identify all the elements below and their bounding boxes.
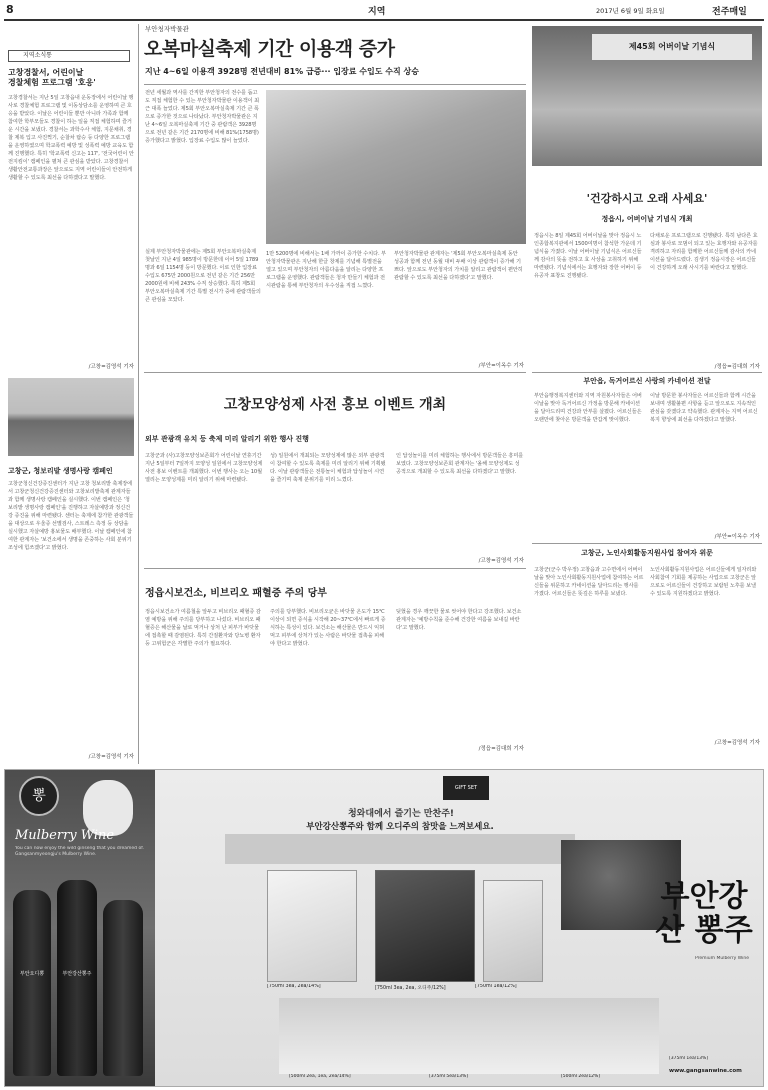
article-body: 부안읍행정복지센터와 지역 자원봉사자들은 어버이날을 맞아 독거어르신 가정을 방문해 카네이션을 달아드리며 건강과 안부를 살폈다. 어르신들은 오랜만에 찾아온 방문객을 반갑게 맞이했다. (534, 393, 642, 423)
lead-body: 전년 세월과 역사를 간직한 부안청자의 전수를 돕고도 직접 체험한 수 있는 부안청자박물관 이용객이 최근 대폭 늘었다. 제5회 부안오복마실축제 기간 큰 폭으로 증가한 것으로 나타났다. 부안청자박물관은 지난 4~6일 오복마실축제 기간 중 관람객은 3928명으로 전년 같은 기간 2170명에 비해 81%(1758명) 증가했다고 밝혔다. 입장료 수입도 많이 늘었다. (145, 90, 259, 144)
subhead: 정읍시, 어버이날 기념식 개최 (601, 215, 693, 223)
byline: /정읍=김대희 기자 (478, 746, 524, 752)
website-link[interactable]: www.gangsanwine.com (669, 1068, 742, 1074)
divider (144, 372, 526, 373)
lead-body: 실제 부안청자박물관에는 제5회 부안오복마실축제 첫날인 지난 4일 985명이 방문한데 이어 5일 1789명과 6일 1154명 등이 방문했다. 이로 인한 입장료 수입도 675만 2000원으로 전년 같은 기간 256만 2000원에 비해 243% 수직 상승했다. 특히 제5회 부안오복마실축제 기간 특별 전시가 중에 관람객들의 큰 관심을 모았다. (145, 249, 261, 303)
byline: /정읍=김대희 기자 (714, 364, 760, 370)
wine-bottle (103, 900, 143, 1076)
subhead: 외부 관광객 유치 등 축제 미리 알리기 위한 행사 진행 (145, 435, 309, 443)
ceremony-banner: 제45회 어버이날 기념식 (592, 34, 752, 60)
product-spec: [750ml 1ea/12%] (475, 984, 517, 989)
lead-headline: 오복마실축제 기간 이용객 증가 (144, 38, 395, 60)
article-body: 정읍시는 8일 제45회 어버이날을 맞아 정읍시 노인종합복지관에서 1500여명이 참석한 가운데 기념식을 가졌다. 이날 어버이날 기념식은 어르신들께 감사의 뜻을 전하고 효 사상을 고취하기 위해 마련됐다. 기념식에서는 효행자와 장한 어버이 등 유공자 표창도 진행됐다. (534, 233, 642, 279)
ad-headline: 부안강산뽕주와 함께 오디주의 참맛을 느껴보세요. (306, 822, 494, 832)
article-title: 고창군, 청보리밭 생명사랑 캠페인 (8, 467, 113, 475)
brand-tagline: You can now enjoy the wild ginseng that you dreamed of. Gangsanmyeongju's Mulberry Wine. (15, 846, 144, 857)
brand-name-en: Mulberry Wine (15, 828, 115, 843)
quote-headline: '건강하시고 오래 사세요' (586, 192, 708, 205)
byline: /고창=김영석 기자 (88, 364, 134, 370)
product-spec: [500ml 2ea/12%] (561, 1074, 601, 1079)
section-title: 지역 (368, 7, 386, 17)
article-body: 고창경찰서는 지난 5일 고창읍내 운동장에서 어린이날 행사로 경찰체험 프로그램 및 이동상담소를 운영하며 큰 호응을 받았다. 이날은 어린이들 뿐만 아니라 가족과 함께 참여한 학부모들도 경찰이 하는 일을 직접 체험하며 즐거운 시간을 보냈다. 경찰서는 과학수사 체험, 지문채취, 경찰 제복 입고 사진찍기, 순찰차 탑승 등 다양한 프로그램을 운영하였으며 학교폭력 예방 및 성폭력 예방 교육도 함께 진행했다. 특히 '학교폭력 신고는 117', '전국어린이 안전지킴이' 캠페인을 펼쳐 큰 관심을 받았다. 고창경찰서 생활안전교통과장은 앞으로도 지역 어린이들이 안전하게 생활할 수 있도록 최선을 다하겠다고 말했다. (8, 95, 134, 181)
ad-copy-block (225, 834, 575, 864)
article-title: 고창경찰서, 어린이날 경찰체험 프로그램 '호응' (8, 68, 96, 87)
masthead: 전주매일 (712, 7, 747, 17)
brand-subtitle: Premium Mulberry Wine (695, 956, 749, 961)
article-body: 노인사회활동지원사업은 어르신들에게 일자리와 사회참여 기회를 제공하는 사업으로 고창군은 앞으로도 어르신들이 건강하고 보람된 노후를 보낼 수 있도록 지원하겠다고 밝혔다. (650, 567, 757, 597)
column-divider (138, 24, 139, 764)
product-spec: [500ml 2ea, 1ea, 2ea/14%] (289, 1074, 351, 1079)
divider (532, 372, 762, 373)
lead-body: 부안청자박물관 관계자는 '제5회 부안오복마실축제 동안 성공과 함께 전년 동월 대비 두배 이상 관람객이 증가해 기쁘다. 앞으로도 부안청자의 가치를 알리고 관람객이 편안히 관람할 수 있도록 최선을 다하겠다'고 말했다. (394, 251, 523, 281)
product-shelf (279, 998, 659, 1074)
product-spec: [375ml 1ea/13%] (669, 1056, 709, 1061)
divider (144, 568, 526, 569)
article-body: 정읍시보건소가 여름철을 앞두고 비브리오 패혈증 감염 예방을 위해 주의를 당부하고 나섰다. 비브리오 패혈증은 해산물을 날로 먹거나 상처 난 피부가 바닷물에 접촉할 때 감염된다. 특히 간질환자와 당뇨병 환자 등 고위험군은 각별한 주의가 필요하다. (145, 609, 261, 647)
article-body: 다채로운 프로그램으로 진행됐다. 특히 남다른 효심과 봉사로 모범이 되고 있는 효행자와 유공자를 격려하고 자리를 함께한 어르신들께 감사의 카네이션을 달아드렸다. 김생기 정읍시장은 어르신들이 건강하게 오래 사시기를 바란다고 말했다. (650, 233, 758, 271)
product-spec: [375ml 5ea/13%] (429, 1074, 469, 1079)
product-spec: [750ml 3ea, 2ea/14%] (267, 984, 321, 989)
article-body: 고창군과 (사)고창모양성보존회가 어린이날 연휴기간 지난 5일부터 7일까지 모양성 일원에서 고창모양성제 사전 홍보 이벤트를 개최했다. 이번 행사는 오는 10월 열리는 모양성제를 미리 알리기 위해 마련됐다. (145, 453, 263, 483)
gift-box (267, 870, 357, 982)
byline: /고창=김영석 기자 (478, 558, 524, 564)
article-body: 고창군(군수 박우정) 고창읍과 고수면에서 어버이날을 맞아 노인사회활동지원사업에 참여하는 어르신들을 위문하고 카네이션을 달아드리는 행사를 가졌다. 어르신들은 뜻깊은 하루를 보냈다. (534, 567, 644, 597)
byline: /부안=이옥수 기자 (478, 363, 524, 369)
bottle-label: 부안오디뽕 (19, 971, 45, 977)
article-title: 고창모양성제 사전 홍보 이벤트 개최 (223, 397, 447, 413)
wine-bottle (57, 880, 97, 1076)
brand-logo: 뽕 (19, 776, 59, 816)
wine-bottle (13, 890, 51, 1076)
campaign-photo (8, 378, 134, 456)
article-title: 정읍시보건소, 비브리오 패혈증 주의 당부 (145, 588, 327, 599)
header-rule (4, 19, 764, 21)
section-tag: 지역소식통 (8, 50, 130, 62)
bottle-label: 부안강산뽕주 (62, 971, 92, 977)
lead-photo (266, 90, 526, 244)
lead-body: 1만 5200명에 비해서는 1배 가까이 증가한 수치다. 부안청자박물관은 지난해 한글 창제를 기념해 특별전을 열고 있으며 부안청자의 아름다움을 알리는 다양한 프로그램을 운영했다. 관람객들은 청자 만들기 체험과 전시관람을 통해 부안청자의 우수성을 직접 느꼈다. (266, 251, 386, 289)
byline: /부안=이옥수 기자 (714, 534, 760, 540)
brand-calligraphy: 부안강산 뽕주 (655, 880, 753, 948)
byline: /고창=김영석 기자 (88, 754, 134, 760)
product-spec: [750ml 3ea, 2ea, 오디주/12%] (375, 986, 446, 991)
divider (532, 543, 762, 544)
article-body: 주의를 당부했다. 비브리오균은 바닷물 온도가 15℃ 이상이 되면 증식을 시작해 20~37℃에서 빠르게 증식하는 특성이 있다. 보건소는 해산물은 반드시 익혀 먹고 피부에 상처가 있는 사람은 바닷물 접촉을 피해야 한다고 밝혔다. (270, 609, 386, 647)
page-number: 8 (6, 3, 14, 16)
gift-box (375, 870, 475, 982)
article-body: 이날 방문한 봉사자들은 어르신들과 함께 시간을 보내며 생활불편 사항을 듣고 앞으로도 지속적인 관심을 갖겠다고 약속했다. 관계자는 지역 어르신 복지 향상에 최선을 다하겠다고 말했다. (650, 393, 758, 423)
ad-slogan: 청와대에서 즐기는 만찬주! (347, 809, 454, 819)
article-body: 인 답성놀이를 미리 체험하는 행사에서 방문객들은 흥미를 보였다. 고창모양성보존회 관계자는 '올해 모양성제도 성공적으로 개최할 수 있도록 최선을 다하겠다'고 말했다. (396, 453, 524, 475)
byline: /고창=김영석 기자 (714, 740, 760, 746)
issue-date: 2017년 6월 9일 화요일 (596, 7, 665, 15)
article-title: 부안읍, 독거어르신 사랑의 카네이션 전달 (583, 377, 711, 385)
gift-box (483, 880, 543, 982)
lead-subhead: 지난 4~6일 이용객 3928명 전년대비 81% 급증··· 입장료 수입도 수직 상승 (145, 67, 419, 76)
article-body: 고창군청신건강증진센터가 지난 고창 청보리밭 축제장에서 고창군청신건강증진센터와 고창보리밭축제 관계자들과 함께 생명사랑 캠페인을 실시했다. 이번 캠페인은 '청보리밭 생명사랑 캠페인'을 진행하고 자살예방과 정신건강 증진을 위해 마련됐다. 센터는 축제에 참가한 관광객들을 대상으로 우울증 선별검사, 스트레스 측정 등 상담을 실시했고 자살예방 홍보물도 배부했다. 이날 캠페인에 참여한 관계자는 '보건소에서 생명을 존중하는 사회 분위기 조성에 힘쓰겠다'고 밝혔다. (8, 481, 134, 551)
article-body: 성) 일원에서 개최되는 모양성제에 많은 외부 관광객이 참여할 수 있도록 축제를 미리 알리기 위해 기획됐다. 이날 관광객들은 전통놀이 체험과 답성놀이 시연을 즐기며 축제 분위기를 미리 느꼈다. (270, 453, 386, 483)
article-title: 고창군, 노인사회활동지원사업 참여자 위문 (581, 549, 713, 557)
kicker: 부안청자박물관 (145, 25, 189, 33)
divider (144, 84, 526, 85)
advertisement[interactable] (4, 769, 764, 1087)
article-body: 딪혔을 경우 깨끗한 물로 씻어야 한다고 강조했다. 보건소 관계자는 '예방수칙을 준수해 건강한 여름을 보내길 바란다'고 말했다. (396, 609, 522, 631)
gift-set-badge: GIFT SET (443, 776, 489, 800)
